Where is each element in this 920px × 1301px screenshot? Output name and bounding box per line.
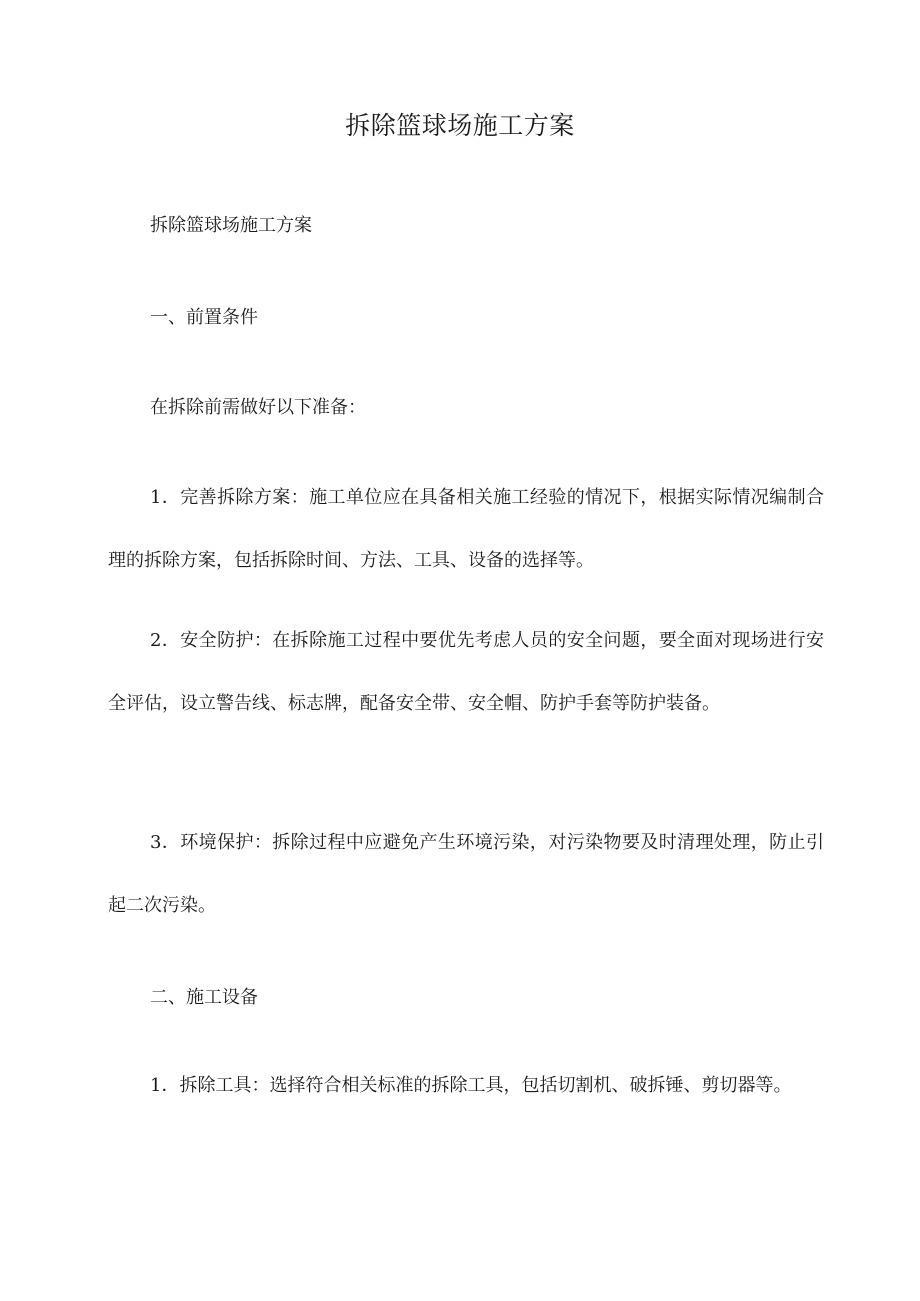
- section-heading-equipment: 二、施工设备: [150, 987, 258, 1008]
- list-item-safety-protection: 2．安全防护：在拆除施工过程中要优先考虑人员的安全问题，要全面对现场进行安全评估，设立警告线、标志牌，配备安全带、安全帽、防护手套等防护装备。: [108, 630, 824, 714]
- section-intro: 在拆除前需做好以下准备：: [150, 397, 366, 418]
- document-title: 拆除篮球场施工方案: [345, 111, 575, 140]
- list-item-demolition-plan: 1．完善拆除方案：施工单位应在具备相关施工经验的情况下，根据实际情况编制合理的拆除方案，包括拆除时间、方法、工具、设备的选择等。: [108, 487, 824, 571]
- list-item-environmental-protection: 3．环境保护：拆除过程中应避免产生环境污染，对污染物要及时清理处理，防止引起二次污染。: [108, 832, 824, 916]
- document-subtitle: 拆除篮球场施工方案: [150, 215, 312, 236]
- list-item-demolition-tools: 1．拆除工具：选择符合相关标准的拆除工具，包括切割机、破拆锤、剪切器等。: [150, 1075, 792, 1096]
- section-heading-prerequisites: 一、前置条件: [150, 307, 258, 328]
